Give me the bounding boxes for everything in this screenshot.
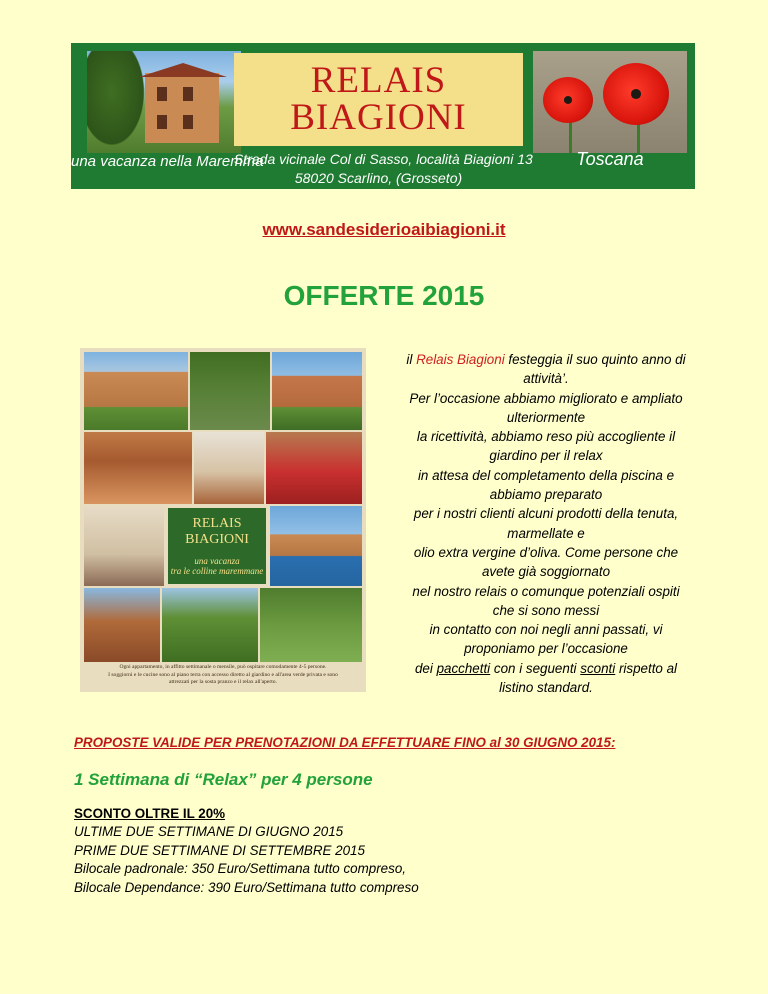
offer-line: Bilocale padronale: 350 Euro/Settimana tutto compreso, (74, 861, 406, 876)
photo-collage (80, 348, 366, 692)
website-link[interactable]: www.sandesiderioaibiagioni.it (262, 220, 506, 239)
relais-name: Relais Biagioni (416, 352, 505, 367)
collage-photo-villa (272, 352, 362, 430)
offer-line: ULTIME DUE SETTIMANE DI GIUGNO 2015 (74, 824, 344, 839)
discount-label: SCONTO OLTRE IL 20% (74, 806, 226, 821)
proposals-heading: PROPOSTE VALIDE PER PRENOTAZIONI DA EFFETTUARE FINO al 30 GIUGNO 2015: (74, 735, 616, 750)
collage-photo-patio (162, 588, 258, 662)
collage-photo-garden (190, 352, 270, 430)
collage-brand-line2: BIAGIONI (185, 532, 249, 547)
intro-text: il Relais Biagioni festeggia il suo quinto anno di attività’. Per l’occasione abbiamo migliorato e ampliato ulteriormente la ricettività, abbiamo reso più accogliente il giardino per il relax in attesa del completamento della piscina e abbiamo preparato per i nostri clienti alcuni prodotti della tenuta, marmellate e olio extra vergine d’oliva. Come persone che avete già soggiornato nel nostro relais o comunque potenziali ospiti che si sono messi in contatto con noi negli anni passati, vi proponiamo per l’occasione dei pacchetti con i seguenti sconti rispetto al listino standard. (406, 352, 686, 696)
poppy-photo (533, 51, 687, 153)
collage-brand-box (166, 506, 268, 586)
tagline-left: una vacanza nella Maremma (71, 153, 264, 170)
offer-line: Bilocale Dependance: 390 Euro/Settimana tutto compreso (74, 879, 419, 895)
title-box (234, 53, 523, 146)
collage-photo-lounge (266, 432, 362, 504)
house-photo (87, 51, 241, 153)
address-line1: Strada vicinale Col di Sasso, località Biagioni 13 (234, 151, 533, 167)
collage-brand-sub1: una vacanza (194, 556, 240, 566)
collage-brand-sub2: tra le colline maremmane (170, 566, 264, 576)
offers-title: OFFERTE 2015 (283, 280, 485, 311)
offer-line: PRIME DUE SETTIMANE DI SETTEMBRE 2015 (74, 842, 365, 858)
region-label: Toscana (576, 149, 644, 169)
brand-title-line2: BIAGIONI (290, 97, 467, 138)
collage-caption: Ogni appartamento, in affitto settimanale o mensile, può ospitare comodamente 4-5 persone. I soggiorni e le cucine sono al piano terra con accesso diretto al giardino e all'area verde privata e sono attrezzati per la sosta pranzo e il relax all'aperto. (108, 664, 338, 685)
collage-photo-lawn (260, 588, 362, 662)
collage-photo-living (194, 432, 264, 504)
collage-brand-line1: RELAIS (192, 516, 242, 531)
offer-details (74, 823, 419, 897)
offer-title: 1 Settimana di “Relax” per 4 persone (74, 770, 373, 789)
collage-photo-bedroom (84, 432, 192, 504)
collage-photo-house (84, 352, 188, 430)
brand-title-line1: RELAIS (310, 60, 447, 101)
header-banner (71, 43, 695, 189)
collage-photo-pool (270, 506, 362, 586)
collage-photo-roof (84, 588, 160, 662)
address-line2: 58020 Scarlino, (Grosseto) (294, 170, 463, 186)
collage-photo-room (84, 506, 164, 586)
